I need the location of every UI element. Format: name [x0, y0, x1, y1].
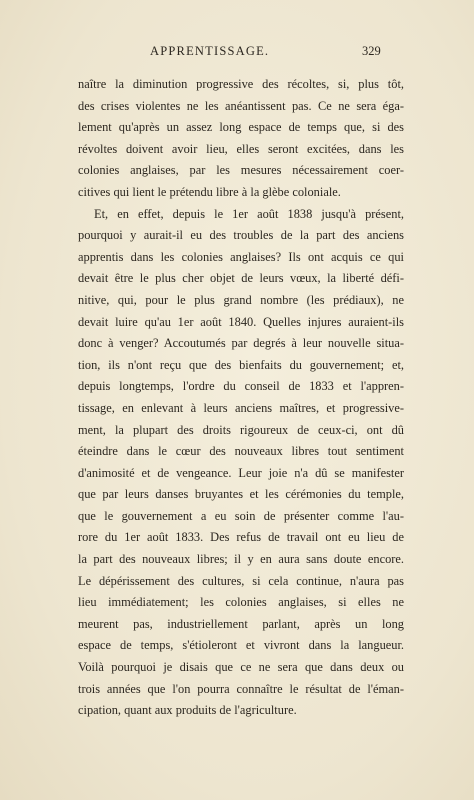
- text-line: citives qui lient le prétendu libre à la glèbe coloniale.: [78, 184, 341, 199]
- text-line: colonies anglaises, par les mesures nécessairement coer-: [78, 163, 404, 178]
- running-head: [0, 44, 474, 64]
- text-line: éteindre dans le cœur des nouveaux libres tout sentiment: [78, 444, 404, 459]
- page-number: 329: [362, 44, 381, 58]
- text-line: lement qu'après un assez long espace de temps que, si des: [78, 120, 404, 135]
- text-line: tissage, en enlevant à leurs anciens maîtres, et progressive-: [78, 400, 404, 415]
- text-line: tion, ils n'ont reçu que des bienfaits du gouvernement; et,: [78, 357, 404, 372]
- text-line: espace de temps, s'étioleront et vivront dans la langueur.: [78, 638, 404, 653]
- text-line: que le gouvernement a eu soin de présenter comme l'au-: [78, 508, 404, 523]
- text-line: Voilà pourquoi je disais que ce ne sera que dans deux ou: [78, 660, 404, 675]
- text-line: que par leurs danses bruyantes et les cérémonies du temple,: [78, 487, 404, 502]
- text-line: Le dépérissement des cultures, si cela continue, n'aura pas: [78, 573, 404, 588]
- text-line: lieu immédiatement; les colonies anglaises, si elles ne: [78, 595, 404, 610]
- text-line: meurent pas, industriellement parlant, après un long: [78, 616, 404, 631]
- text-line: des crises violentes ne les anéantissent pas. Ce ne sera éga-: [78, 98, 404, 113]
- text-line: devait luire qu'au 1er août 1840. Quelles injures auraient-ils: [78, 314, 404, 329]
- text-line: pourquoi y aurait-il eu des troubles de la part des anciens: [78, 228, 404, 243]
- text-line: la part des nouveaux libres; il y en aura sans doute encore.: [78, 552, 404, 567]
- text-line: devait être le plus cher objet de leurs vœux, la liberté défi-: [78, 271, 404, 286]
- text-line: révoltes doivent avoir lieu, elles seront excitées, dans les: [78, 141, 404, 156]
- text-line: donc à venger? Accoutumés par degrés à leur nouvelle situa-: [78, 336, 404, 351]
- text-line: trois années que l'on pourra connaître le résultat de l'éman-: [78, 681, 404, 696]
- text-line: rore du 1er août 1833. Des refus de travail ont eu lieu de: [78, 530, 404, 545]
- text-line: naître la diminution progressive des récoltes, si, plus tôt,: [78, 77, 404, 91]
- text-line: depuis longtemps, l'ordre du conseil de 1833 et l'appren-: [78, 379, 404, 394]
- running-title: APPRENTISSAGE.: [150, 44, 270, 58]
- text-line: Et, en effet, depuis le 1er août 1838 jusqu'à présent,: [94, 206, 404, 221]
- body-text: [78, 74, 404, 722]
- text-line: apprentis dans les colonies anglaises? Ils ont acquis ce qui: [78, 249, 404, 264]
- text-line: d'animosité et de vengeance. Leur joie n'a dû se manifester: [78, 465, 404, 480]
- text-line: nitive, qui, pour le plus grand nombre (les prédiaux), ne: [78, 292, 404, 307]
- text-line: cipation, quant aux produits de l'agriculture.: [78, 703, 297, 718]
- text-line: ment, la plupart des droits rigoureux de ceux-ci, ont dû: [78, 422, 404, 437]
